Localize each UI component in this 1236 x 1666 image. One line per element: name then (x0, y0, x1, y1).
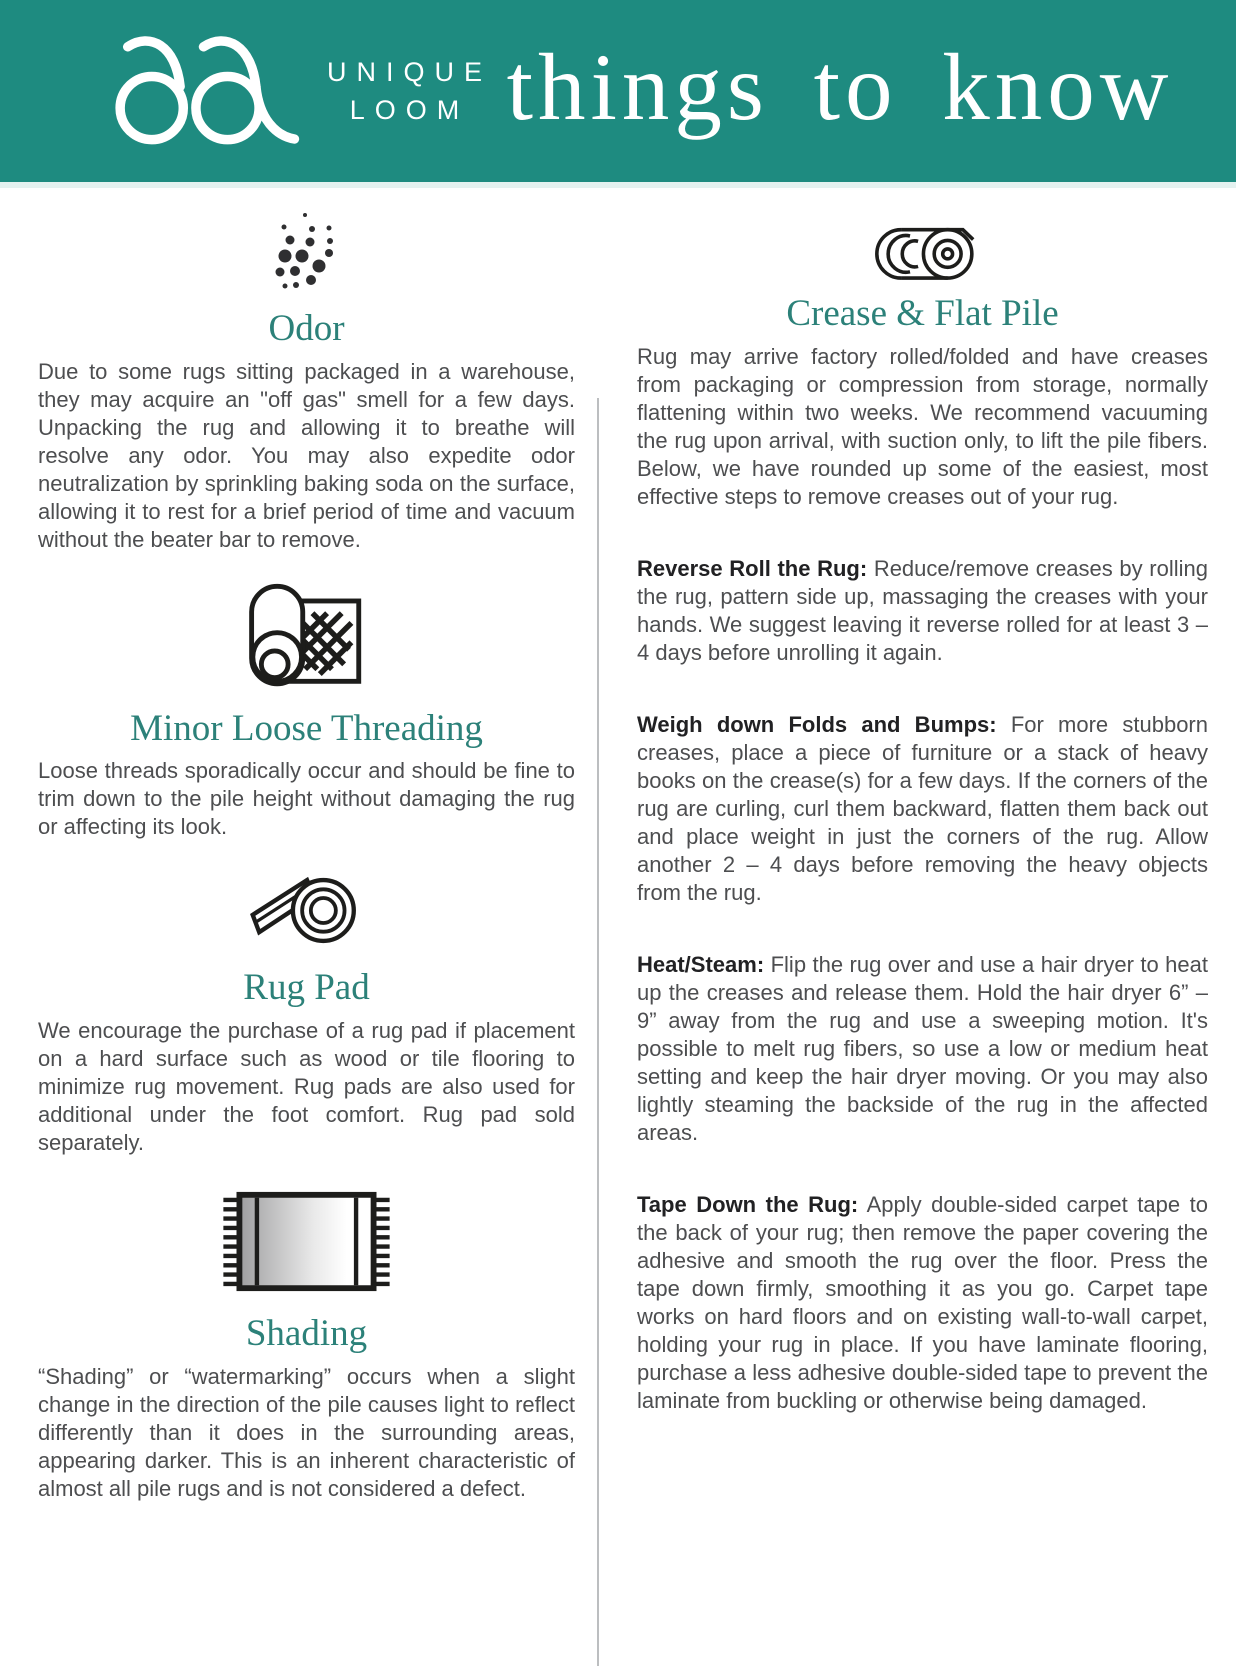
brand-name-line2: LOOM (349, 95, 470, 125)
section-body-shading: “Shading” or “watermarking” occurs when a slight change in the direction of the pile causes light to reflect differently than it does in the surrounding areas, appearing darker. This is an inherent characteristic of almost all pile rugs and is not considered a defect. (38, 1363, 575, 1501)
section-heading-loose-threading: Minor Loose Threading (130, 707, 483, 749)
content-area (0, 188, 1236, 1503)
tip-heat-steam (637, 951, 1208, 1147)
right-column (637, 210, 1208, 1503)
tip-reverse-roll (637, 555, 1208, 667)
crease-intro: Rug may arrive factory rolled/folded and have creases from packaging or compression from storage, normally flattening within two weeks. We recommend vacuuming the rug upon arrival, with suction only, to lift the pile fibers. Below, we have rounded up some of the easiest, most effective steps to remove creases out of your rug. (637, 343, 1208, 509)
odor-specks-icon (272, 210, 342, 295)
shaded-rug-icon (219, 1183, 394, 1300)
tip-label-weigh-down: Weigh down Folds and Bumps: (637, 711, 997, 737)
section-shading (38, 1183, 575, 1503)
rolled-rug-corner-icon (237, 580, 377, 695)
section-loose-threading (38, 580, 575, 842)
section-heading-shading: Shading (245, 1313, 368, 1355)
rolled-rug-side-icon (867, 226, 979, 280)
section-body-loose-threading: Loose threads sporadically occur and should be fine to trim down to the pile height without damaging the rug or affecting its look. (38, 758, 575, 840)
section-rug-pad (38, 867, 575, 1157)
left-column (38, 210, 575, 1503)
section-heading-crease: Crease & Flat Pile (786, 293, 1059, 334)
section-body-odor: Due to some rugs sitting packaged in a warehouse, they may acquire an "off gas" smell for a few days. Unpacking the rug and allowing it to breathe will resolve any odor. You may also expedite odor neutralization by sprinkling baking soda on the surface, allowing it to rest for a brief period of time and vacuum without the beater bar to remove. (38, 358, 575, 552)
tip-tape-down (637, 1191, 1208, 1415)
tip-weigh-down (637, 711, 1208, 907)
section-body-rug-pad: We encourage the purchase of a rug pad if placement on a hard surface such as wood or tile flooring to minimize rug movement. Rug pads are also used for additional under the foot comfort. Rug pad sold separately. (38, 1018, 575, 1156)
column-divider (597, 398, 599, 1666)
brand-logo-group (96, 31, 492, 151)
section-odor (38, 210, 575, 554)
rug-pad-roll-icon (244, 867, 369, 954)
header-banner (0, 0, 1236, 188)
tip-body-reverse-roll: Reduce/remove creases by rolling the rug, pattern side up, massaging the creases with your hands. We suggest leaving it reverse rolled for at least 3 – 4 days before unrolling it again. (637, 555, 1208, 665)
tip-label-reverse-roll: Reverse Roll the Rug: (637, 555, 868, 581)
tip-label-heat-steam: Heat/Steam: (637, 951, 765, 977)
section-heading-odor: Odor (268, 308, 345, 349)
page-title: things to know (506, 33, 1174, 140)
tip-body-tape-down: Apply double-sided carpet tape to the back of your rug; then remove the paper covering the adhesive and smooth the rug over the floor. Press the tape down firmly, smoothing it as you go. Carpet tape works on hard floors and on existing wall-to-wall carpet, holding your rug in place. If you have laminate flooring, purchase a less adhesive double-sided tape to prevent the laminate from buckling or otherwise being damaged. (637, 1191, 1208, 1413)
brand-name (327, 53, 492, 129)
brand-name-line1: UNIQUE (327, 57, 493, 87)
tip-label-tape-down: Tape Down the Rug: (637, 1191, 859, 1217)
tip-body-weigh-down: For more stubborn creases, place a piece of furniture or a stack of heavy books on the crease(s) for a few days. If the corners of the rug are curling, curl them backward, flatten them back out and place weight in just the corners of the rug. Allow another 2 – 4 days before removing the heavy objects from the rug. (637, 711, 1208, 905)
tip-body-heat-steam: Flip the rug over and use a hair dryer to heat up the creases and release them. Hold the hair dryer 6” – 9” away from the rug and use a sweeping motion. It's possible to melt rug fibers, so use a low or medium heat setting and keep the hair dryer moving. Or you may also lightly steaming the backside of the rug in the affected areas. (637, 951, 1208, 1145)
section-heading-rug-pad: Rug Pad (243, 967, 370, 1009)
unique-loom-logo-icon (96, 31, 311, 151)
